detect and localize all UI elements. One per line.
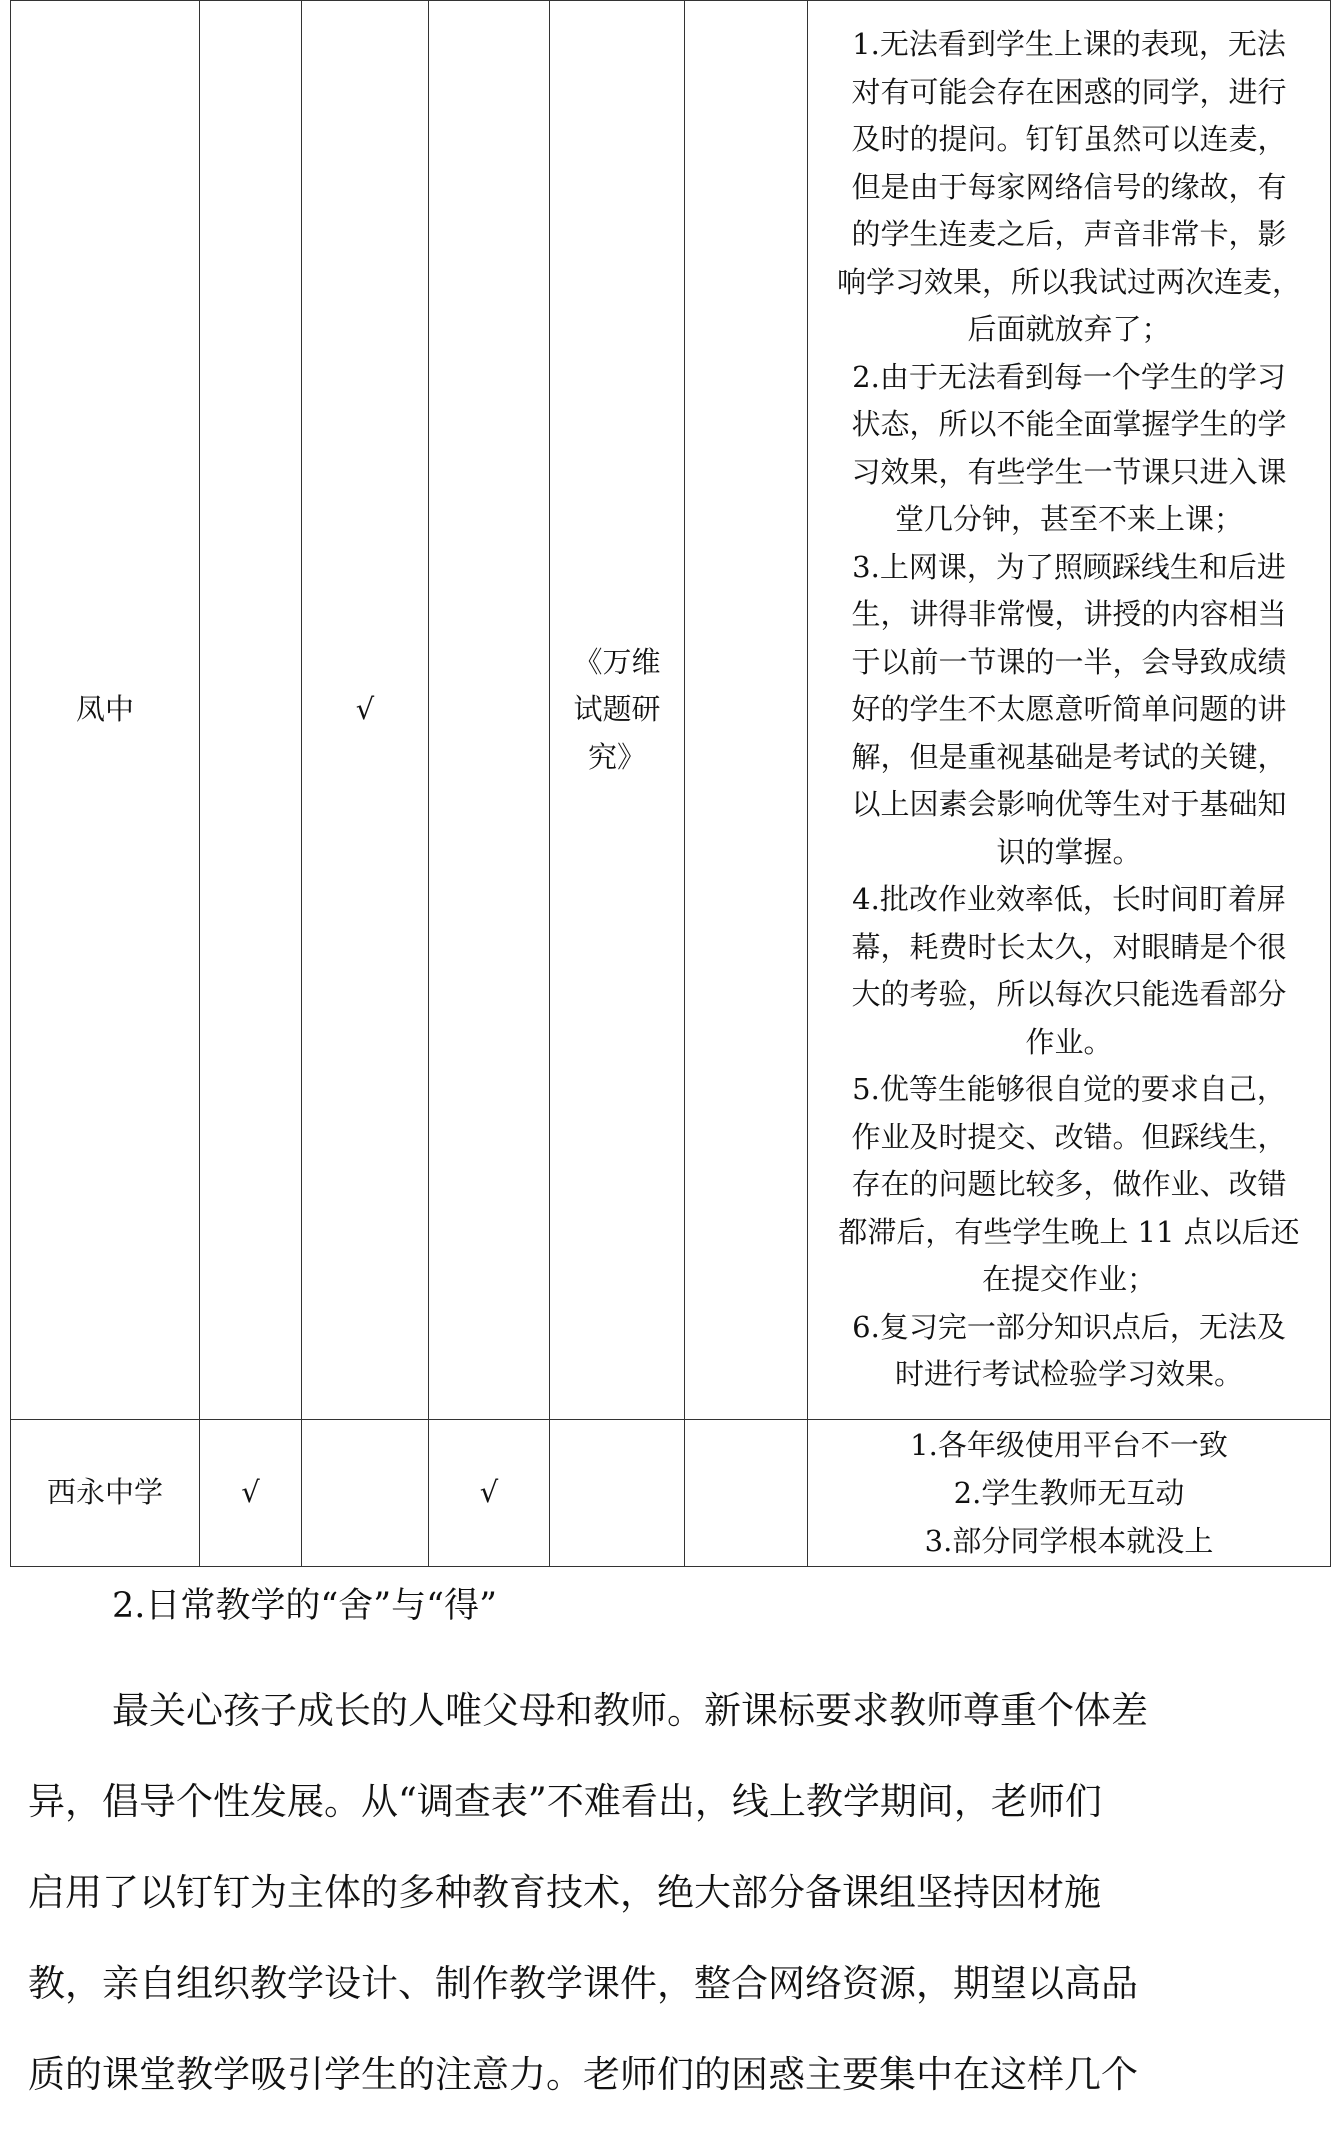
problem-line: 存在的问题比较多，做作业、改错 xyxy=(851,1167,1287,1202)
check-cell xyxy=(200,1,302,1420)
resource-line: 究》 xyxy=(587,739,646,774)
table-row xyxy=(11,1,1331,1420)
paragraph-line: 质的课堂教学吸引学生的注意力。老师们的困惑主要集中在这样几个 xyxy=(28,2053,1138,2096)
problem-line: 响学习效果，所以我试过两次连麦， xyxy=(836,264,1301,299)
problem-line: 时进行考试检验学习效果。 xyxy=(894,1357,1243,1392)
table-row xyxy=(11,1420,1331,1567)
problem-line: 后面就放弃了； xyxy=(967,312,1171,347)
problem-line: 在提交作业； xyxy=(981,1262,1156,1297)
problem-line: 及时的提问。钉钉虽然可以连麦， xyxy=(851,122,1287,157)
problem-line: 识的掌握。 xyxy=(996,834,1142,869)
paragraph-line: 最关心孩子成长的人唯父母和教师。新课标要求教师尊重个体差 xyxy=(112,1689,1148,1732)
problem-line: 对有可能会存在困惑的同学，进行 xyxy=(851,74,1287,109)
problem-line: 6.复习完一部分知识点后，无法及 xyxy=(852,1309,1286,1344)
problem-line: 但是由于每家网络信号的缘故，有 xyxy=(851,169,1287,204)
problem-line: 作业及时提交、改错。但踩线生， xyxy=(851,1119,1287,1154)
check-cell xyxy=(685,1,808,1420)
problem-line: 于以前一节课的一半，会导致成绩 xyxy=(851,644,1287,679)
problem-line: 2.学生教师无互动 xyxy=(953,1476,1185,1510)
problem-line: 幕，耗费时长太久，对眼睛是个很 xyxy=(851,929,1287,964)
problem-line: 的学生连麦之后，声音非常卡，影 xyxy=(851,217,1287,252)
check-cell xyxy=(302,1420,429,1567)
paragraph-line: 异，倡导个性发展。从“调查表”不难看出，线上教学期间，老师们 xyxy=(28,1780,1102,1823)
survey-table xyxy=(10,0,1331,1567)
section-heading: 2.日常教学的“舍”与“得” xyxy=(112,1586,497,1626)
school-name-cell: 西永中学 xyxy=(11,1420,200,1567)
problem-line: 生，讲得非常慢，讲授的内容相当 xyxy=(851,597,1287,632)
check-cell: √ xyxy=(200,1420,302,1567)
paragraph-line: 教，亲自组织教学设计、制作教学课件，整合网络资源，期望以高品 xyxy=(28,1962,1138,2005)
problem-line: 堂几分钟，甚至不来上课； xyxy=(894,502,1243,537)
problems-cell xyxy=(808,1,1331,1420)
check-cell xyxy=(429,1,550,1420)
check-cell: √ xyxy=(302,1,429,1420)
problem-line: 习效果，有些学生一节课只进入课 xyxy=(851,454,1287,489)
problem-line: 解，但是重视基础是考试的关键， xyxy=(851,739,1287,774)
problem-line: 1.各年级使用平台不一致 xyxy=(910,1428,1228,1462)
problem-line: 4.批改作业效率低，长时间盯着屏 xyxy=(852,882,1286,917)
problem-line: 大的考验，所以每次只能选看部分 xyxy=(851,977,1287,1012)
problem-line: 3.部分同学根本就没上 xyxy=(924,1524,1214,1558)
resource-line: 试题研 xyxy=(573,692,661,727)
resource-line: 《万维 xyxy=(573,644,661,679)
problem-line: 状态，所以不能全面掌握学生的学 xyxy=(851,407,1287,442)
problem-line: 以上因素会影响优等生对于基础知 xyxy=(851,787,1287,822)
resource-cell xyxy=(550,1,685,1420)
resource-cell xyxy=(550,1420,685,1567)
problem-line: 都滞后，有些学生晚上 11 点以后还 xyxy=(838,1214,1300,1249)
problem-line: 5.优等生能够很自觉的要求自己， xyxy=(852,1072,1286,1107)
problem-line: 1.无法看到学生上课的表现，无法 xyxy=(852,27,1286,62)
paragraph-line: 启用了以钉钉为主体的多种教育技术，绝大部分备课组坚持因材施 xyxy=(28,1871,1101,1914)
school-name-cell: 凤中 xyxy=(11,1,200,1420)
problem-line: 作业。 xyxy=(1025,1024,1113,1059)
problem-line: 2.由于无法看到每一个学生的学习 xyxy=(852,359,1286,394)
check-cell: √ xyxy=(429,1420,550,1567)
check-cell xyxy=(685,1420,808,1567)
problem-line: 好的学生不太愿意听简单问题的讲 xyxy=(851,692,1287,727)
problems-cell xyxy=(808,1420,1331,1567)
problem-line: 3.上网课，为了照顾踩线生和后进 xyxy=(852,549,1286,584)
